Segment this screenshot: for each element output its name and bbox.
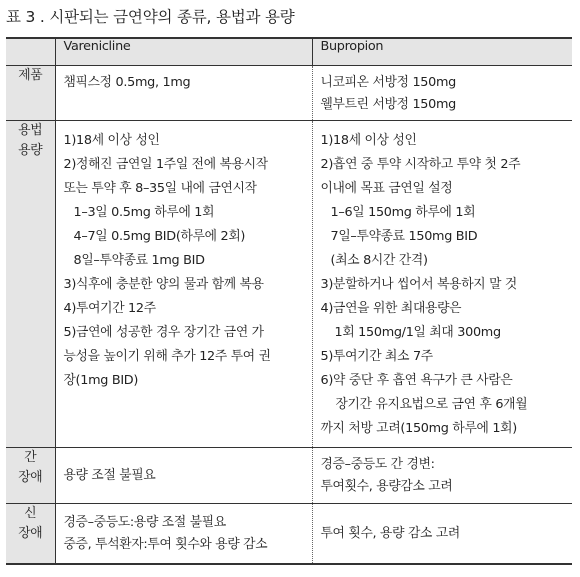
table-title: 표 3 . 시판되는 금연약의 종류, 용법과 용량 [6, 8, 295, 26]
drug-table [6, 37, 572, 565]
header-empty [6, 38, 55, 66]
table-row [6, 504, 572, 565]
header-bupropion: Bupropion [312, 38, 572, 66]
header-varenicline: Varenicline [55, 38, 312, 66]
bupropion-dosage-cell: 1)18세 이상 성인 2)흡연 중 투약 시작하고 투약 첫 2주 이내에 목표 금연일 설정 1–6일 150mg 하루에 1회 7일–투약종료 150mg BID (최소 8시간 간격) 3)분할하거나 씹어서 복용하지 말 것 4)금연을 위한 최대용량은 1회 150mg/1일 최대 300mg 5)투여기간 최소 7주 6)약 중단 후 흡연 욕구가 큰 사람은 장기간 유지요법으로 금연 후 6개월 까지 처방 고려(150mg 하루에 1회) [312, 121, 572, 448]
varenicline-dosage-cell: 1)18세 이상 성인 2)정해진 금연일 1주일 전에 복용시작 또는 투약 후 8–35일 내에 금연시작 1–3일 0.5mg 하루에 1회 4–7일 0.5mg BID(하루에 2회) 8일–투약종료 1mg BID 3)식후에 충분한 양의 물과 함께 복용 4)투여기간 12주 5)금연에 성공한 경우 장기간 금연 가 능성을 높이기 위해 추가 12주 투여 권 장(1mg BID) [55, 121, 312, 448]
bupropion-product-cell: 니코피온 서방정 150mg 웰부트린 서방정 150mg [312, 66, 572, 121]
varenicline-product-cell: 챔픽스정 0.5mg, 1mg [55, 66, 312, 121]
row-label-kidney: 신 장애 [6, 504, 55, 565]
row-label-product: 제품 [6, 66, 55, 121]
varenicline-liver-cell: 용량 조절 불필요 [55, 448, 312, 504]
bupropion-liver-cell: 경증–중등도 간 경변: 투여횟수, 용량감소 고려 [312, 448, 572, 504]
header-row [6, 38, 572, 66]
table-row [6, 448, 572, 504]
table-row [6, 121, 572, 448]
bupropion-kidney-cell: 투여 횟수, 용량 감소 고려 [312, 504, 572, 565]
row-label-dosage: 용법 용량 [6, 121, 55, 448]
table-row [6, 66, 572, 121]
varenicline-kidney-cell: 경증–중등도:용량 조절 불필요 중증, 투석환자:투여 횟수와 용량 감소 [55, 504, 312, 565]
row-label-liver: 간 장애 [6, 448, 55, 504]
